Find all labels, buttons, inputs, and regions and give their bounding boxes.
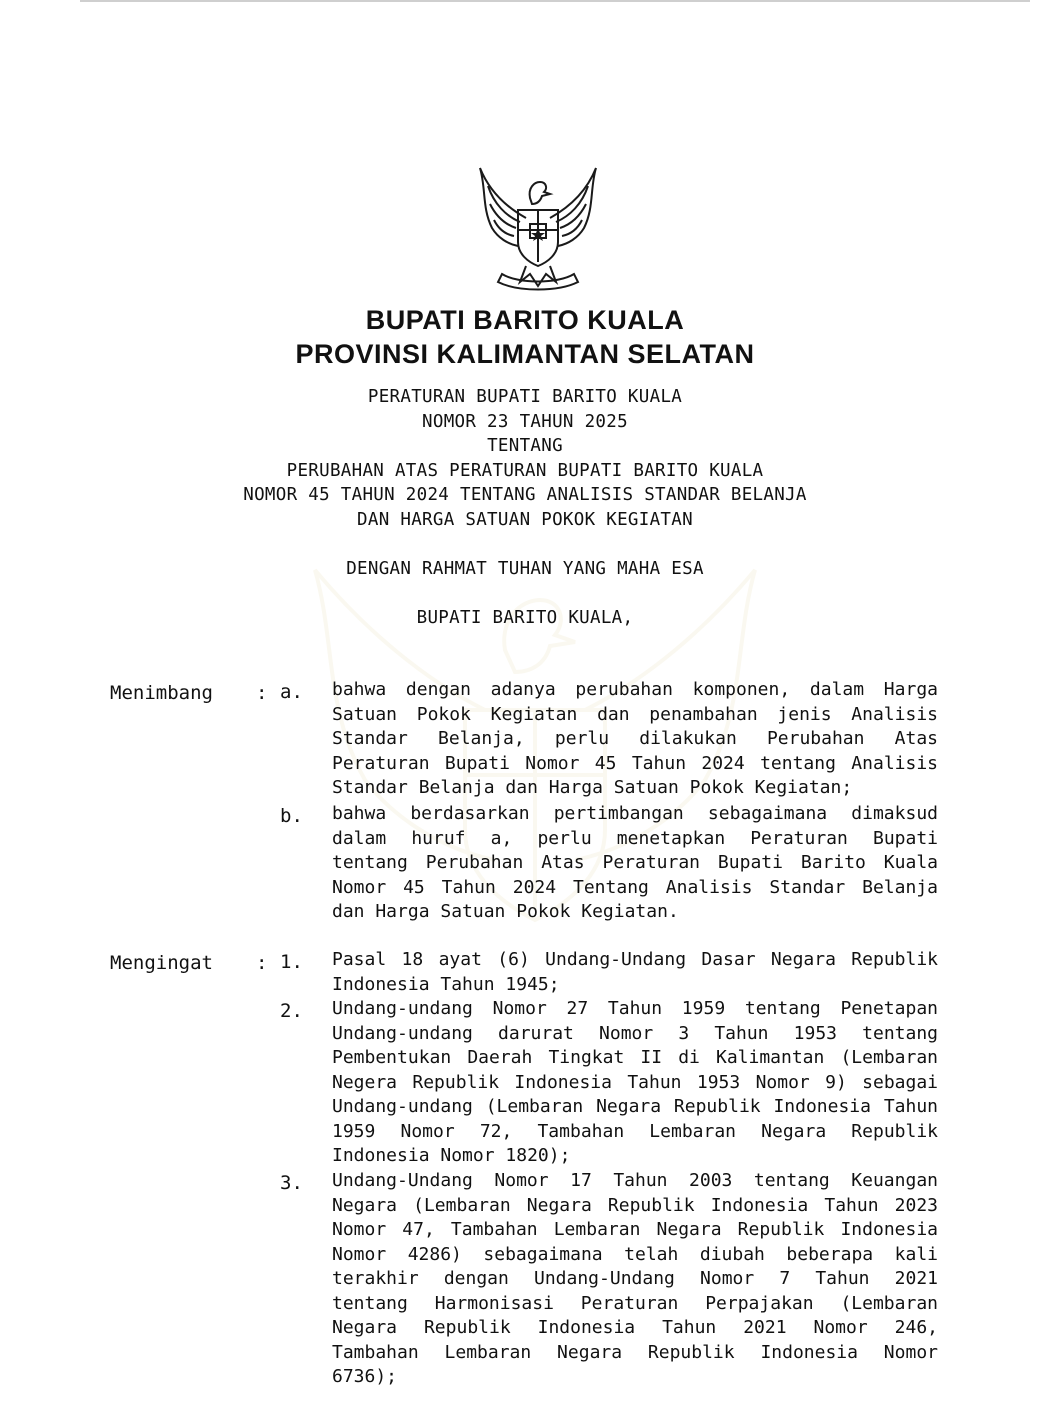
mengingat-item-marker: 2. <box>280 1000 303 1022</box>
menimbang-colon: : <box>256 682 268 704</box>
mengingat-colon: : <box>256 952 268 974</box>
menimbang-label: Menimbang <box>110 682 213 704</box>
blessing-line: DENGAN RAHMAT TUHAN YANG MAHA ESA <box>346 559 704 579</box>
mengingat-item-text: Undang-Undang Nomor 17 Tahun 2003 tentang Keuangan Negara (Lembaran Negara Republik Indonesia Tahun 2023 Nomor 47, Tambahan Lembaran Negara Republik Indonesia Nomor 4286) sebagaimana telah diubah beberapa kali terakhir dengan Undang-Undang Nomor 7 Tahun 2021 tentang Harmonisasi Peraturan Perpajakan (Lembaran Negara Republik Indonesia Tahun 2021 Nomor 246, Tambahan Lembaran Negara Republik Indonesia Nomor 6736); <box>332 1170 938 1387</box>
regulation-subject-line-2: NOMOR 45 TAHUN 2024 TENTANG ANALISIS STANDAR BELANJA <box>243 485 807 505</box>
mengingat-item-marker: 3. <box>280 1172 303 1194</box>
regulation-type: PERATURAN BUPATI BARITO KUALA <box>367 387 683 407</box>
mengingat-item-text: Pasal 18 ayat (6) Undang-Undang Dasar Negara Republik Indonesia Tahun 1945; <box>332 949 938 995</box>
mengingat-item-marker: 1. <box>280 951 303 973</box>
authority-line: BUPATI BARITO KUALA, <box>416 608 634 628</box>
regulation-subject-line-3: DAN HARGA SATUAN POKOK KEGIATAN <box>357 510 693 530</box>
issuer-title: BUPATI BARITO KUALA <box>365 305 685 335</box>
regulation-subject-line-1: PERUBAHAN ATAS PERATURAN BUPATI BARITO KUALA <box>286 461 764 481</box>
menimbang-item-marker: a. <box>280 681 303 703</box>
menimbang-item-marker: b. <box>280 805 303 827</box>
menimbang-item-text: bahwa dengan adanya perubahan komponen, dalam Harga Satuan Pokok Kegiatan dan penambahan jenis Analisis Standar Belanja, perlu dilakukan Perubahan Atas Peraturan Bupati Nomor 45 Tahun 2024 tentang Analisis Standar Belanja dan Harga Satuan Pokok Kegiatan; <box>332 679 938 798</box>
regulation-about: TENTANG <box>487 436 563 456</box>
garuda-pancasila-emblem-icon <box>468 158 608 298</box>
province-title: PROVINSI KALIMANTAN SELATAN <box>295 339 755 369</box>
page-top-edge <box>80 0 1030 2</box>
menimbang-item-text: bahwa berdasarkan pertimbangan sebagaimana dimaksud dalam huruf a, perlu menetapkan Peraturan Bupati tentang Perubahan Atas Peraturan Bupati Barito Kuala Nomor 45 Tahun 2024 Tentang Analisis Standar Belanja dan Harga Satuan Pokok Kegiatan. <box>332 803 938 922</box>
mengingat-item-text: Undang-undang Nomor 27 Tahun 1959 tentang Penetapan Undang-undang darurat Nomor 3 Tahun 1953 tentang Pembentukan Daerah Tingkat II di Kalimantan (Lembaran Negera Republik Indonesia Tahun 1953 Nomor 9) sebagai Undang-undang (Lembaran Negara Republik Indonesia Tahun 1959 Nomor 72, Tambahan Lembaran Negara Republik Indonesia Nomor 1820); <box>332 998 938 1166</box>
regulation-number: NOMOR 23 TAHUN 2025 <box>422 412 628 432</box>
mengingat-label: Mengingat <box>110 952 213 974</box>
